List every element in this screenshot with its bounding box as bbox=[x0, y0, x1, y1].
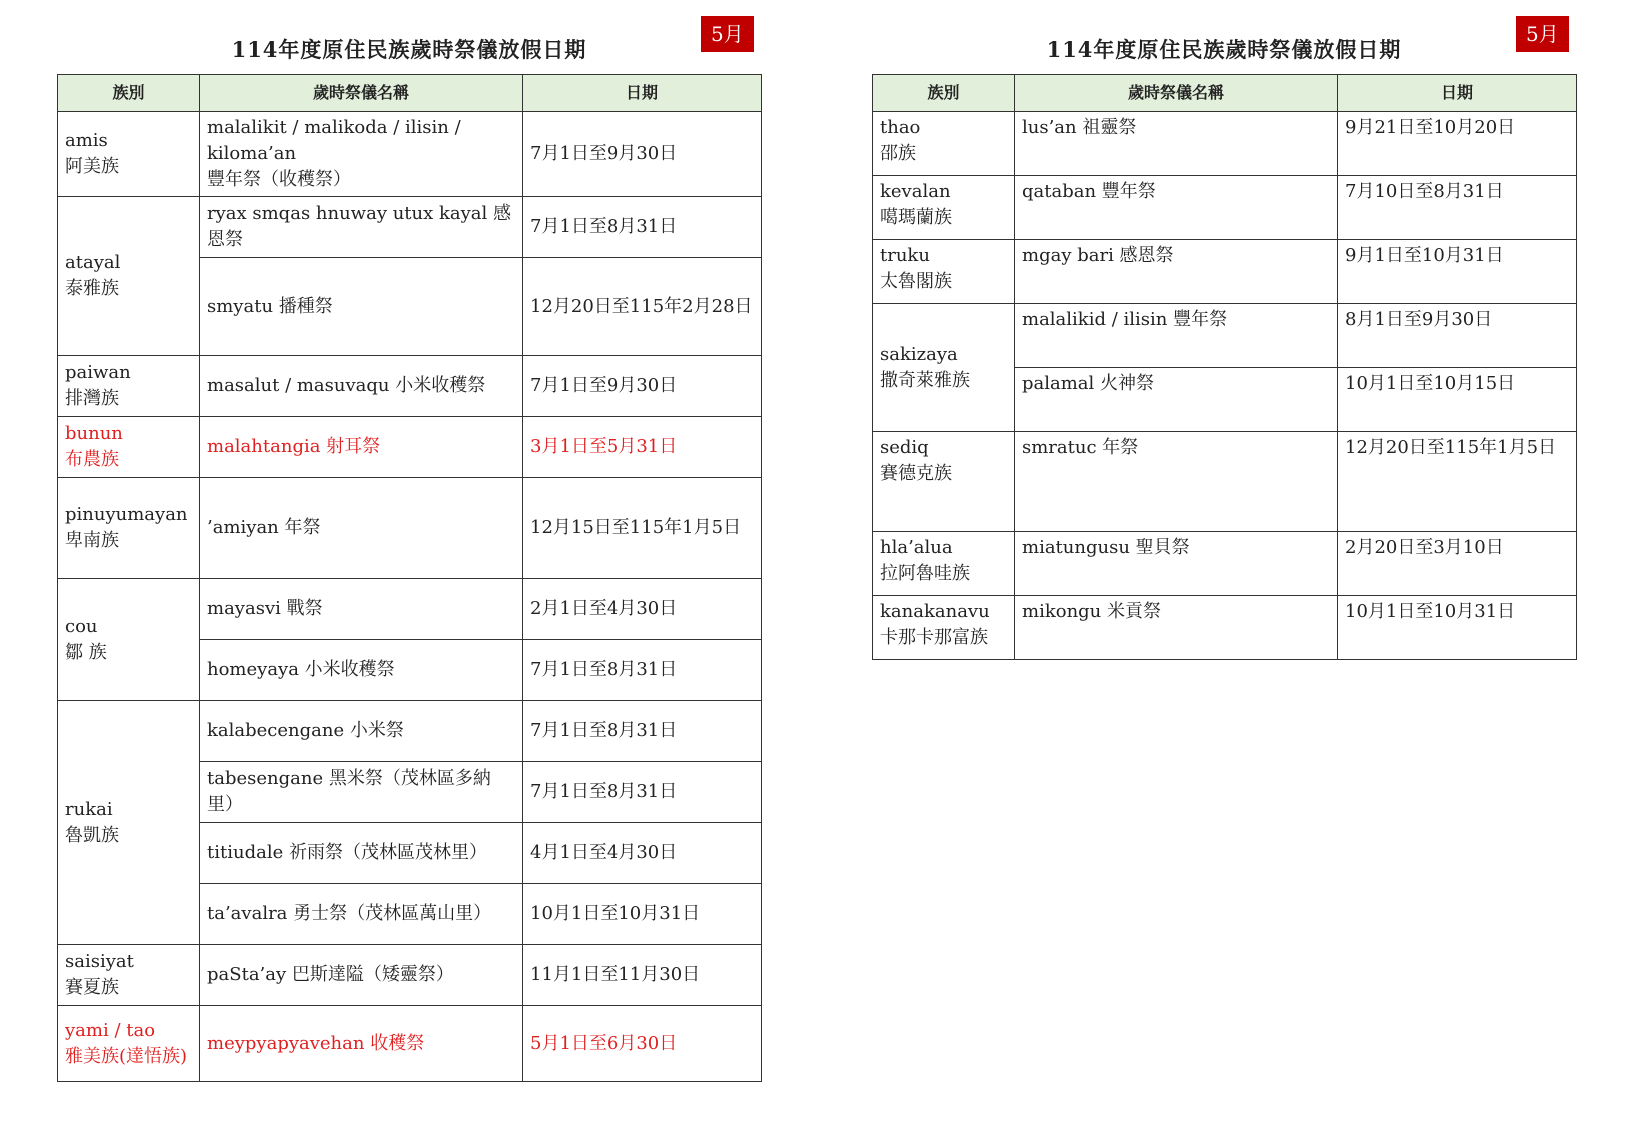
date-cell: 7月1日至9月30日 bbox=[523, 112, 762, 197]
tribe-cell: kevalan 噶瑪蘭族 bbox=[873, 176, 1015, 240]
tribe-cell: pinuyumayan 卑南族 bbox=[58, 478, 200, 579]
month-badge: 5月 bbox=[701, 16, 754, 52]
tribe-cell: hla’alua 拉阿魯哇族 bbox=[873, 532, 1015, 596]
tribe-cell: truku 太魯閣族 bbox=[873, 240, 1015, 304]
ceremony-cell: smyatu 播種祭 bbox=[200, 258, 523, 356]
tribe-cell: paiwan 排灣族 bbox=[58, 356, 200, 417]
page-title: 114年度原住民族歲時祭儀放假日期 bbox=[231, 37, 587, 62]
ceremony-cell: smratuc 年祭 bbox=[1015, 432, 1338, 532]
date-cell: 12月20日至115年1月5日 bbox=[1338, 432, 1577, 532]
table-row bbox=[58, 945, 762, 1006]
tribe-cell: saisiyat 賽夏族 bbox=[58, 945, 200, 1006]
date-cell: 8月1日至9月30日 bbox=[1338, 304, 1577, 368]
header-date: 日期 bbox=[523, 75, 762, 112]
ceremony-cell: paSta’ay 巴斯達隘（矮靈祭） bbox=[200, 945, 523, 1006]
tribe-cell: atayal 泰雅族 bbox=[58, 197, 200, 356]
date-cell: 7月1日至8月31日 bbox=[523, 640, 762, 701]
ceremony-cell: ’amiyan 年祭 bbox=[200, 478, 523, 579]
ceremony-cell: mikongu 米貢祭 bbox=[1015, 596, 1338, 660]
ceremony-cell: lus’an 祖靈祭 bbox=[1015, 112, 1338, 176]
month-badge: 5月 bbox=[1516, 16, 1569, 52]
table-row bbox=[873, 432, 1577, 532]
table-row-highlight bbox=[58, 1006, 762, 1082]
date-cell: 7月1日至8月31日 bbox=[523, 197, 762, 258]
ceremony-cell: masalut / masuvaqu 小米收穫祭 bbox=[200, 356, 523, 417]
ceremony-table-right bbox=[872, 74, 1577, 660]
date-cell: 9月21日至10月20日 bbox=[1338, 112, 1577, 176]
ceremony-cell: meypyapyavehan 收穫祭 bbox=[200, 1006, 523, 1082]
ceremony-cell: mayasvi 戰祭 bbox=[200, 579, 523, 640]
tribe-cell: rukai 魯凱族 bbox=[58, 701, 200, 945]
ceremony-cell: malalikid / ilisin 豐年祭 bbox=[1015, 304, 1338, 368]
header-date: 日期 bbox=[1338, 75, 1577, 112]
ceremony-cell: ta’avalra 勇士祭（茂林區萬山里） bbox=[200, 884, 523, 945]
table-row bbox=[58, 579, 762, 640]
header-ceremony: 歲時祭儀名稱 bbox=[200, 75, 523, 112]
tribe-cell: amis 阿美族 bbox=[58, 112, 200, 197]
date-cell: 3月1日至5月31日 bbox=[523, 417, 762, 478]
date-cell: 2月20日至3月10日 bbox=[1338, 532, 1577, 596]
ceremony-cell: malahtangia 射耳祭 bbox=[200, 417, 523, 478]
header-ceremony: 歲時祭儀名稱 bbox=[1015, 75, 1338, 112]
date-cell: 12月15日至115年1月5日 bbox=[523, 478, 762, 579]
header-tribe: 族別 bbox=[873, 75, 1015, 112]
table-row bbox=[873, 176, 1577, 240]
date-cell: 12月20日至115年2月28日 bbox=[523, 258, 762, 356]
table-header-row bbox=[873, 75, 1577, 112]
ceremony-table-left bbox=[57, 74, 762, 1082]
ceremony-cell: mgay bari 感恩祭 bbox=[1015, 240, 1338, 304]
tribe-cell: sakizaya 撒奇萊雅族 bbox=[873, 304, 1015, 432]
date-cell: 10月1日至10月15日 bbox=[1338, 368, 1577, 432]
date-cell: 7月1日至8月31日 bbox=[523, 701, 762, 762]
tribe-cell: thao 邵族 bbox=[873, 112, 1015, 176]
tribe-cell: bunun 布農族 bbox=[58, 417, 200, 478]
tribe-cell: yami / tao 雅美族(達悟族) bbox=[58, 1006, 200, 1082]
table-row bbox=[58, 478, 762, 579]
date-cell: 4月1日至4月30日 bbox=[523, 823, 762, 884]
header-tribe: 族別 bbox=[58, 75, 200, 112]
ceremony-cell: kalabecengane 小米祭 bbox=[200, 701, 523, 762]
ceremony-cell: qataban 豐年祭 bbox=[1015, 176, 1338, 240]
ceremony-cell: malalikit / malikoda / ilisin / kiloma’an 豐年祭（收穫祭） bbox=[200, 112, 523, 197]
table-row bbox=[58, 197, 762, 258]
tribe-cell: sediq 賽德克族 bbox=[873, 432, 1015, 532]
date-cell: 10月1日至10月31日 bbox=[1338, 596, 1577, 660]
ceremony-cell: miatungusu 聖貝祭 bbox=[1015, 532, 1338, 596]
ceremony-cell: ryax smqas hnuway utux kayal 感恩祭 bbox=[200, 197, 523, 258]
table-row bbox=[873, 112, 1577, 176]
table-row bbox=[873, 596, 1577, 660]
table-row bbox=[873, 240, 1577, 304]
table-row bbox=[873, 532, 1577, 596]
table-row-highlight bbox=[58, 417, 762, 478]
ceremony-cell: tabesengane 黑米祭（茂林區多納里） bbox=[200, 762, 523, 823]
table-row bbox=[58, 112, 762, 197]
date-cell: 2月1日至4月30日 bbox=[523, 579, 762, 640]
ceremony-cell: titiudale 祈雨祭（茂林區茂林里） bbox=[200, 823, 523, 884]
table-row bbox=[58, 701, 762, 762]
date-cell: 11月1日至11月30日 bbox=[523, 945, 762, 1006]
tribe-cell: cou 鄒 族 bbox=[58, 579, 200, 701]
table-row bbox=[58, 356, 762, 417]
ceremony-cell: homeyaya 小米收穫祭 bbox=[200, 640, 523, 701]
date-cell: 9月1日至10月31日 bbox=[1338, 240, 1577, 304]
date-cell: 7月10日至8月31日 bbox=[1338, 176, 1577, 240]
tribe-cell: kanakanavu 卡那卡那富族 bbox=[873, 596, 1015, 660]
date-cell: 7月1日至9月30日 bbox=[523, 356, 762, 417]
table-row bbox=[873, 304, 1577, 368]
table-header-row bbox=[58, 75, 762, 112]
date-cell: 5月1日至6月30日 bbox=[523, 1006, 762, 1082]
ceremony-cell: palamal 火神祭 bbox=[1015, 368, 1338, 432]
page-title: 114年度原住民族歲時祭儀放假日期 bbox=[1046, 37, 1402, 62]
date-cell: 10月1日至10月31日 bbox=[523, 884, 762, 945]
date-cell: 7月1日至8月31日 bbox=[523, 762, 762, 823]
